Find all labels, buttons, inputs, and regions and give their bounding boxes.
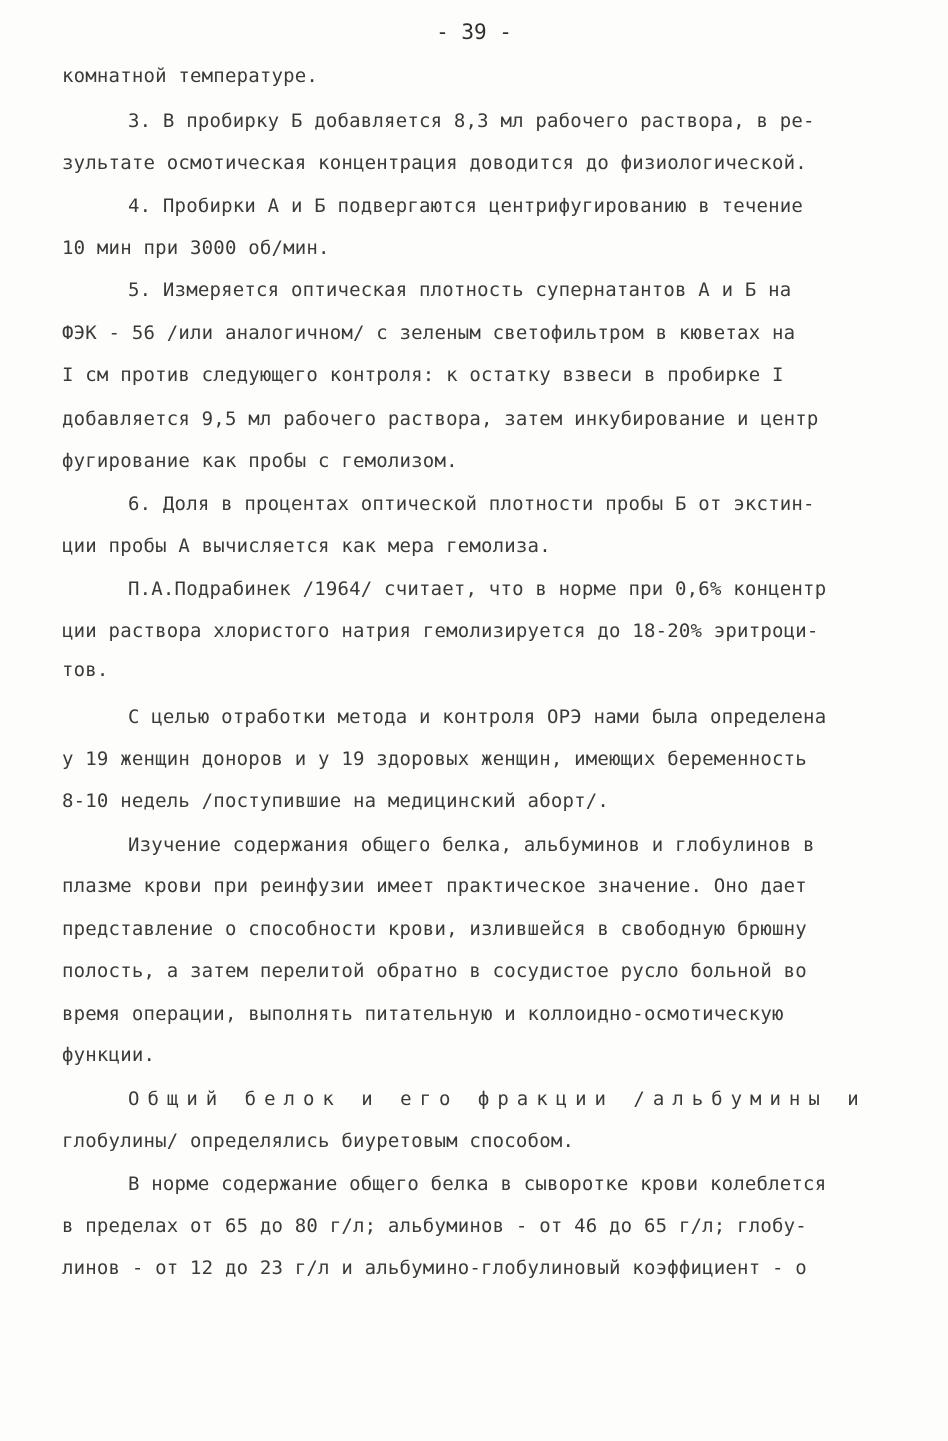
- text-line: комнатной температуре.: [62, 65, 319, 87]
- text-line: ФЭК - 56 /или аналогичном/ с зеленым светофильтром в кюветах на: [62, 322, 796, 344]
- text-line: Изучение содержания общего белка, альбуминов и глобулинов в: [128, 834, 815, 856]
- text-line: плазме крови при реинфузии имеет практическое значение. Оно дает: [62, 875, 807, 897]
- text-line: ции пробы А вычисляется как мера гемолиза.: [62, 535, 551, 557]
- text-line: 8-10 недель /поступившие на медицинский аборт/.: [62, 790, 610, 812]
- text-line: 3. В пробирку Б добавляется 8,3 мл рабочего раствора, в ре-: [128, 110, 815, 132]
- text-line: 10 мин при 3000 об/мин.: [62, 237, 330, 259]
- text-line: фугирование как пробы с гемолизом.: [62, 450, 458, 472]
- text-line: 4. Пробирки А и Б подвергаются центрифугированию в течение: [128, 195, 804, 217]
- text-line: С целью отработки метода и контроля ОРЭ нами была определена: [128, 706, 827, 728]
- text-line: П.А.Подрабинек /1964/ считает, что в норме при 0,6% концентр: [128, 578, 827, 600]
- text-line-spaced: Общий белок и его фракции /альбумины и: [128, 1088, 867, 1110]
- text-line-partly-spaced: глобулины/ определялись биуретовым способом.: [62, 1130, 575, 1152]
- text-line: время операции, выполнять питательную и коллоидно-осмотическую: [62, 1003, 784, 1025]
- text-line: ции раствора хлористого натрия гемолизируется до 18-20% эритроци-: [62, 620, 819, 642]
- page-number: - 39 -: [436, 20, 512, 44]
- text-line: I см против следующего контроля: к остатку взвеси в пробирке I: [62, 364, 784, 386]
- text-line: тов.: [62, 659, 109, 681]
- text-line: линов - от 12 до 23 г/л и альбумино-глобулиновый коэффициент - о: [62, 1257, 807, 1279]
- text-line: в пределах от 65 до 80 г/л; альбуминов - от 46 до 65 г/л; глобу-: [62, 1215, 807, 1237]
- text-line: полость, а затем перелитой обратно в сосудистое русло больной во: [62, 960, 807, 982]
- text-line: у 19 женщин доноров и у 19 здоровых женщин, имеющих беременность: [62, 748, 807, 770]
- text-line: добавляется 9,5 мл рабочего раствора, затем инкубирование и центр: [62, 408, 819, 430]
- text-line: 5. Измеряется оптическая плотность супернатантов А и Б на: [128, 279, 792, 301]
- text-line: 6. Доля в процентах оптической плотности пробы Б от экстин-: [128, 493, 815, 515]
- text-line: функции.: [62, 1044, 156, 1066]
- text-line: представление о способности крови, излившейся в свободную брюшну: [62, 918, 807, 940]
- text-line: зультате осмотическая концентрация доводится до физиологической.: [62, 152, 807, 174]
- text-line: В норме содержание общего белка в сыворотке крови колеблется: [128, 1173, 827, 1195]
